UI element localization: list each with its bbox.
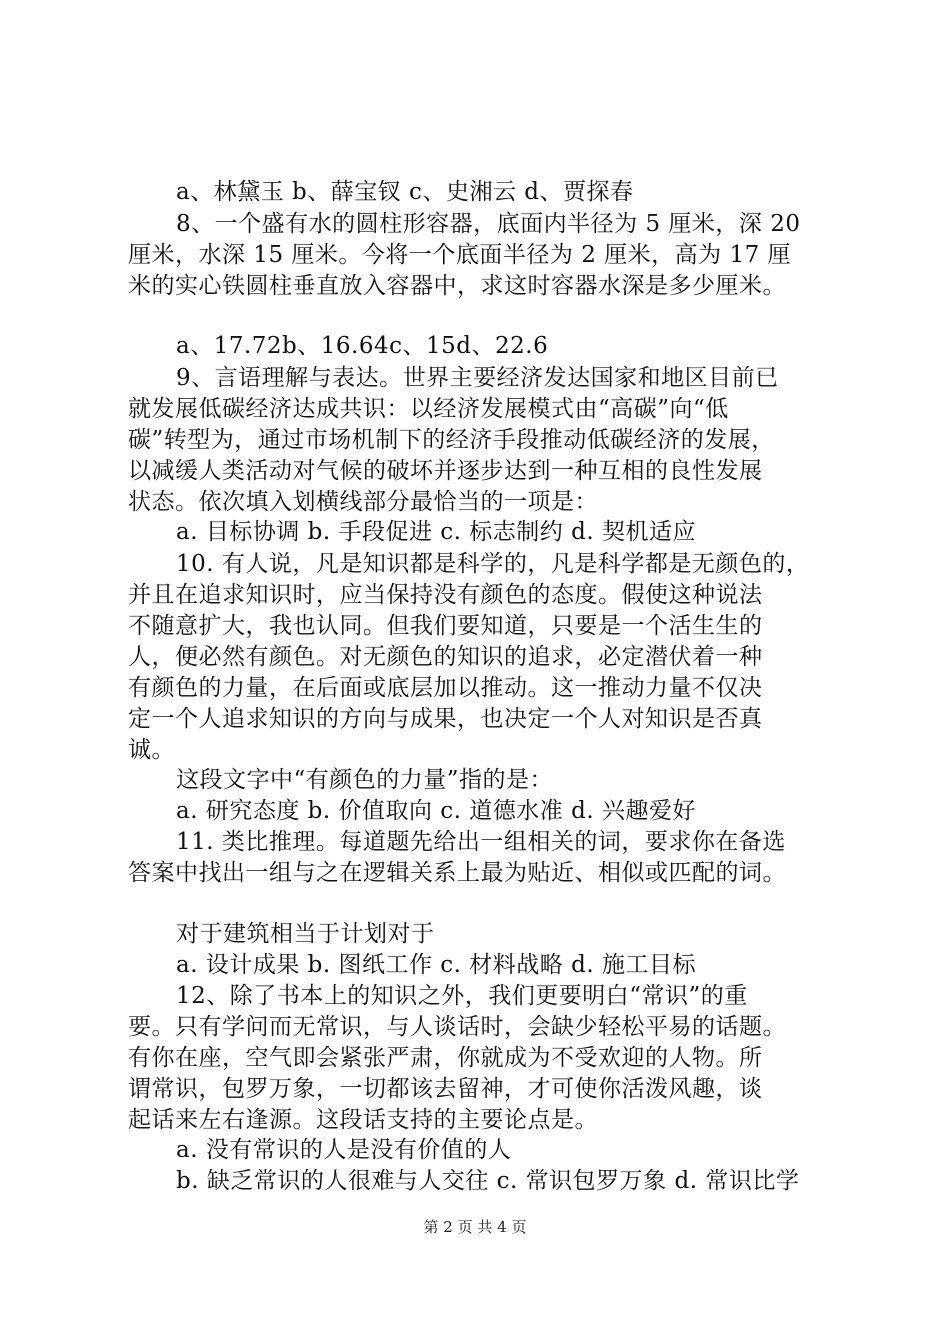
text-line: a. 设计成果 b. 图纸工作 c. 材料战略 d. 施工目标: [176, 952, 696, 978]
text-line: 11. 类比推理。每道题先给出一组相关的词，要求你在备选: [176, 829, 786, 855]
page-number-footer: 第 2 页 共 4 页: [423, 1218, 527, 1236]
text-line: 起话来左右逢源。这段话支持的主要论点是。: [128, 1107, 598, 1133]
text-line: 9、言语理解与表达。世界主要经济发达国家和地区目前已: [176, 365, 779, 391]
text-line: 对于建筑相当于计划对于: [176, 921, 435, 947]
text-line: 碳”转型为，通过市场机制下的经济手段推动低碳经济的发展，: [128, 427, 775, 453]
text-line: 这段文字中“有颜色的力量”指的是：: [176, 767, 554, 793]
text-line: 以减缓人类活动对气候的破坏并逐步达到一种互相的良性发展: [128, 458, 763, 484]
text-line: a. 目标协调 b. 手段促进 c. 标志制约 d. 契机适应: [176, 519, 696, 545]
text-line: 要。只有学问而无常识，与人谈话时，会缺少轻松平易的话题。: [128, 1014, 786, 1040]
text-line: 答案中找出一组与之在逻辑关系上最为贴近、相似或匹配的词。: [128, 860, 786, 886]
text-line: 人，便必然有颜色。对无颜色的知识的追求，必定潜伏着一种: [128, 644, 763, 670]
text-line: 10. 有人说，凡是知识都是科学的，凡是科学都是无颜色的，: [176, 551, 810, 577]
text-line: 就发展低碳经济达成共识：以经济发展模式由“高碳”向“低: [128, 396, 729, 422]
text-line: a、林黛玉 b、薛宝钗 c、史湘云 d、贾探春: [176, 179, 634, 205]
text-line: a. 研究态度 b. 价值取向 c. 道德水准 d. 兴趣爱好: [176, 798, 696, 824]
text-line: a、17.72b、16.64c、15d、22.6: [176, 333, 549, 359]
text-line: 厘米，水深 15 厘米。今将一个底面半径为 2 厘米，高为 17 厘: [128, 242, 792, 268]
text-line: 8、一个盛有水的圆柱形容器，底面内半径为 5 厘米，深 20: [176, 211, 801, 237]
text-line: 有你在座，空气即会紧张严肃，你就成为不受欢迎的人物。所: [128, 1045, 763, 1071]
text-line: 谓常识，包罗万象，一切都该去留神，才可使你活泼风趣，谈: [128, 1076, 763, 1102]
text-line: b. 缺乏常识的人很难与人交往 c. 常识包罗万象 d. 常识比学: [176, 1168, 800, 1194]
text-line: 定一个人追求知识的方向与成果，也决定一个人对知识是否真: [128, 706, 763, 732]
text-line: 不随意扩大，我也认同。但我们要知道，只要是一个活生生的: [128, 613, 763, 639]
text-line: 并且在追求知识时，应当保持没有颜色的态度。假使这种说法: [128, 582, 763, 608]
text-line: 状态。依次填入划横线部分最恰当的一项是：: [128, 489, 598, 515]
text-line: 12、除了书本上的知识之外，我们更要明白“常识”的重: [176, 983, 748, 1009]
text-line: 有颜色的力量，在后面或底层加以推动。这一推动力量不仅决: [128, 675, 763, 701]
text-line: 米的实心铁圆柱垂直放入容器中，求这时容器水深是多少厘米。: [128, 273, 786, 299]
text-line: 诚。: [128, 737, 175, 763]
text-line: a. 没有常识的人是没有价值的人: [176, 1137, 512, 1163]
